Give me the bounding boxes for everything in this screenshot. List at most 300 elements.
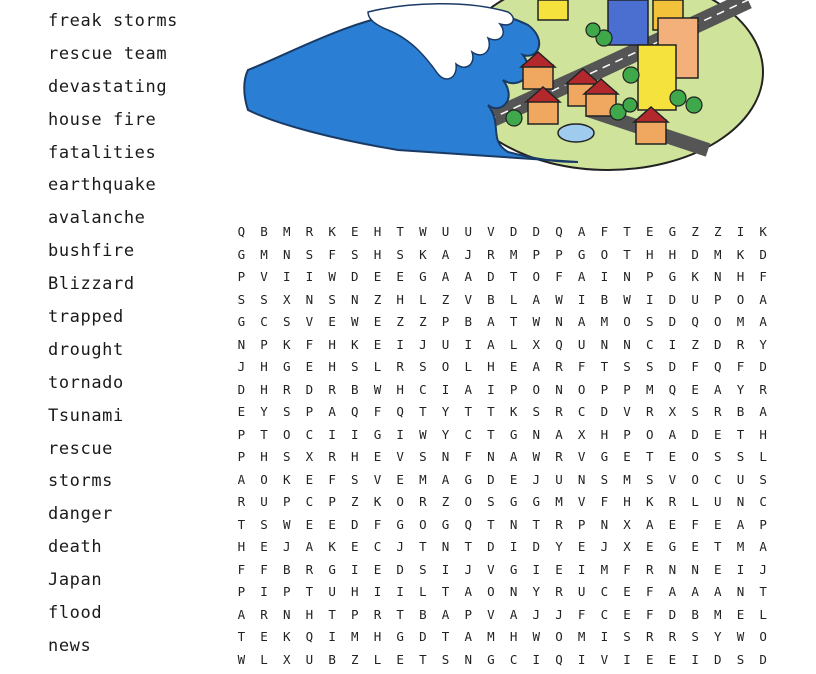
grid-letter[interactable]: P	[343, 607, 366, 630]
grid-letter[interactable]: H	[480, 359, 503, 382]
grid-letter[interactable]: F	[253, 562, 276, 585]
grid-letter[interactable]: N	[480, 449, 503, 472]
grid-letter[interactable]: N	[548, 382, 571, 405]
grid-letter[interactable]: H	[389, 382, 412, 405]
grid-letter[interactable]: K	[275, 472, 298, 495]
grid-letter[interactable]: M	[412, 472, 435, 495]
grid-letter[interactable]: X	[570, 427, 593, 450]
grid-letter[interactable]: R	[548, 584, 571, 607]
grid-letter[interactable]: I	[343, 562, 366, 585]
grid-letter[interactable]: P	[548, 247, 571, 270]
grid-letter[interactable]: W	[366, 382, 389, 405]
grid-letter[interactable]: J	[593, 539, 616, 562]
grid-letter[interactable]: Q	[548, 224, 571, 247]
grid-letter[interactable]: S	[729, 652, 752, 674]
grid-letter[interactable]: I	[525, 562, 548, 585]
grid-letter[interactable]: H	[661, 247, 684, 270]
grid-letter[interactable]: N	[434, 449, 457, 472]
grid-letter[interactable]: N	[434, 539, 457, 562]
grid-letter[interactable]: R	[389, 359, 412, 382]
grid-letter[interactable]: E	[253, 629, 276, 652]
grid-letter[interactable]: D	[502, 224, 525, 247]
grid-letter[interactable]: H	[253, 382, 276, 405]
grid-letter[interactable]: A	[230, 472, 253, 495]
grid-letter[interactable]: M	[570, 629, 593, 652]
grid-letter[interactable]: A	[548, 427, 571, 450]
grid-letter[interactable]: T	[638, 449, 661, 472]
grid-letter[interactable]: S	[412, 359, 435, 382]
grid-letter[interactable]: E	[321, 314, 344, 337]
grid-letter[interactable]: P	[298, 404, 321, 427]
grid-letter[interactable]: G	[502, 562, 525, 585]
grid-letter[interactable]: J	[457, 247, 480, 270]
grid-letter[interactable]: W	[525, 314, 548, 337]
grid-letter[interactable]: S	[275, 404, 298, 427]
grid-letter[interactable]: Z	[412, 314, 435, 337]
grid-letter[interactable]: O	[638, 427, 661, 450]
grid-letter[interactable]: Q	[389, 404, 412, 427]
grid-letter[interactable]: L	[502, 337, 525, 360]
grid-letter[interactable]: W	[729, 629, 752, 652]
grid-letter[interactable]: N	[706, 269, 729, 292]
grid-letter[interactable]: H	[230, 539, 253, 562]
grid-letter[interactable]: B	[321, 652, 344, 674]
grid-letter[interactable]: D	[298, 382, 321, 405]
grid-letter[interactable]: F	[321, 247, 344, 270]
grid-letter[interactable]: A	[752, 314, 775, 337]
grid-letter[interactable]: S	[412, 449, 435, 472]
grid-letter[interactable]: I	[616, 652, 639, 674]
grid-letter[interactable]: D	[661, 292, 684, 315]
grid-letter[interactable]: A	[457, 584, 480, 607]
grid-letter[interactable]: I	[729, 562, 752, 585]
grid-letter[interactable]: A	[661, 427, 684, 450]
grid-letter[interactable]: E	[502, 359, 525, 382]
grid-letter[interactable]: E	[661, 517, 684, 540]
grid-letter[interactable]: E	[343, 224, 366, 247]
grid-letter[interactable]: F	[298, 337, 321, 360]
grid-letter[interactable]: Z	[389, 314, 412, 337]
grid-letter[interactable]: F	[684, 359, 707, 382]
grid-letter[interactable]: B	[253, 224, 276, 247]
grid-letter[interactable]: C	[412, 382, 435, 405]
grid-letter[interactable]: I	[593, 629, 616, 652]
grid-letter[interactable]: S	[638, 314, 661, 337]
grid-letter[interactable]: U	[298, 652, 321, 674]
grid-letter[interactable]: T	[457, 404, 480, 427]
grid-letter[interactable]: X	[275, 292, 298, 315]
grid-letter[interactable]: T	[434, 629, 457, 652]
grid-letter[interactable]: G	[366, 427, 389, 450]
grid-letter[interactable]: M	[616, 472, 639, 495]
grid-letter[interactable]: R	[298, 562, 321, 585]
grid-letter[interactable]: C	[570, 404, 593, 427]
grid-letter[interactable]: A	[457, 629, 480, 652]
grid-letter[interactable]: D	[480, 539, 503, 562]
grid-letter[interactable]: T	[502, 269, 525, 292]
grid-letter[interactable]: H	[321, 359, 344, 382]
grid-letter[interactable]: H	[729, 269, 752, 292]
grid-letter[interactable]: T	[230, 517, 253, 540]
grid-letter[interactable]: H	[389, 292, 412, 315]
grid-letter[interactable]: R	[366, 607, 389, 630]
grid-letter[interactable]: E	[616, 607, 639, 630]
grid-letter[interactable]: H	[638, 247, 661, 270]
grid-letter[interactable]: I	[570, 652, 593, 674]
grid-letter[interactable]: Y	[253, 404, 276, 427]
grid-letter[interactable]: Q	[548, 652, 571, 674]
grid-letter[interactable]: A	[230, 607, 253, 630]
grid-letter[interactable]: R	[548, 517, 571, 540]
grid-letter[interactable]: M	[706, 607, 729, 630]
grid-letter[interactable]: S	[343, 247, 366, 270]
grid-letter[interactable]: A	[752, 292, 775, 315]
grid-letter[interactable]: E	[706, 517, 729, 540]
grid-letter[interactable]: E	[389, 472, 412, 495]
grid-letter[interactable]: C	[298, 427, 321, 450]
grid-letter[interactable]: P	[593, 382, 616, 405]
grid-letter[interactable]: B	[729, 404, 752, 427]
grid-letter[interactable]: H	[298, 607, 321, 630]
grid-letter[interactable]: K	[502, 404, 525, 427]
grid-letter[interactable]: E	[298, 359, 321, 382]
grid-letter[interactable]: P	[752, 517, 775, 540]
grid-letter[interactable]: O	[548, 629, 571, 652]
grid-letter[interactable]: V	[616, 404, 639, 427]
grid-letter[interactable]: P	[502, 382, 525, 405]
grid-letter[interactable]: P	[275, 584, 298, 607]
grid-letter[interactable]: E	[638, 539, 661, 562]
grid-letter[interactable]: S	[343, 359, 366, 382]
grid-letter[interactable]: O	[253, 472, 276, 495]
grid-letter[interactable]: E	[298, 517, 321, 540]
grid-letter[interactable]: R	[638, 562, 661, 585]
grid-letter[interactable]: X	[661, 404, 684, 427]
grid-letter[interactable]: A	[706, 584, 729, 607]
grid-letter[interactable]: V	[457, 292, 480, 315]
grid-letter[interactable]: E	[298, 472, 321, 495]
grid-letter[interactable]: G	[480, 652, 503, 674]
grid-letter[interactable]: C	[253, 314, 276, 337]
grid-letter[interactable]: Q	[457, 517, 480, 540]
grid-letter[interactable]: H	[502, 629, 525, 652]
grid-letter[interactable]: O	[275, 427, 298, 450]
grid-letter[interactable]: Z	[343, 652, 366, 674]
grid-letter[interactable]: T	[480, 517, 503, 540]
grid-letter[interactable]: A	[480, 337, 503, 360]
grid-letter[interactable]: S	[593, 472, 616, 495]
grid-letter[interactable]: N	[548, 314, 571, 337]
grid-letter[interactable]: N	[729, 494, 752, 517]
grid-letter[interactable]: T	[253, 427, 276, 450]
grid-letter[interactable]: P	[638, 269, 661, 292]
grid-letter[interactable]: G	[321, 562, 344, 585]
grid-letter[interactable]: N	[343, 292, 366, 315]
grid-letter[interactable]: E	[706, 562, 729, 585]
grid-letter[interactable]: S	[389, 247, 412, 270]
grid-letter[interactable]: Q	[298, 629, 321, 652]
grid-letter[interactable]: R	[298, 224, 321, 247]
grid-letter[interactable]: A	[570, 314, 593, 337]
grid-letter[interactable]: H	[593, 427, 616, 450]
grid-letter[interactable]: E	[684, 539, 707, 562]
grid-letter[interactable]: N	[684, 562, 707, 585]
grid-letter[interactable]: N	[502, 584, 525, 607]
grid-letter[interactable]: E	[616, 449, 639, 472]
grid-letter[interactable]: R	[548, 449, 571, 472]
grid-letter[interactable]: G	[457, 472, 480, 495]
grid-letter[interactable]: D	[752, 652, 775, 674]
grid-letter[interactable]: R	[548, 404, 571, 427]
grid-letter[interactable]: D	[525, 539, 548, 562]
grid-letter[interactable]: Z	[366, 292, 389, 315]
grid-letter[interactable]: F	[457, 449, 480, 472]
grid-letter[interactable]: D	[684, 247, 707, 270]
grid-letter[interactable]: S	[253, 517, 276, 540]
grid-letter[interactable]: K	[729, 247, 752, 270]
grid-letter[interactable]: S	[684, 629, 707, 652]
grid-letter[interactable]: G	[570, 247, 593, 270]
grid-letter[interactable]: C	[366, 539, 389, 562]
grid-letter[interactable]: R	[548, 359, 571, 382]
grid-letter[interactable]: D	[752, 247, 775, 270]
grid-letter[interactable]: W	[230, 652, 253, 674]
grid-letter[interactable]: L	[502, 292, 525, 315]
grid-letter[interactable]: V	[253, 269, 276, 292]
grid-letter[interactable]: K	[752, 224, 775, 247]
grid-letter[interactable]: E	[366, 337, 389, 360]
grid-letter[interactable]: G	[661, 539, 684, 562]
grid-letter[interactable]: W	[321, 269, 344, 292]
grid-letter[interactable]: A	[525, 359, 548, 382]
grid-letter[interactable]: V	[570, 494, 593, 517]
grid-letter[interactable]: P	[434, 314, 457, 337]
grid-letter[interactable]: S	[298, 247, 321, 270]
grid-letter[interactable]: S	[616, 359, 639, 382]
grid-letter[interactable]: W	[412, 427, 435, 450]
grid-letter[interactable]: R	[321, 382, 344, 405]
grid-letter[interactable]: N	[593, 517, 616, 540]
grid-letter[interactable]: A	[661, 584, 684, 607]
grid-letter[interactable]: A	[570, 269, 593, 292]
grid-letter[interactable]: H	[366, 629, 389, 652]
grid-letter[interactable]: N	[729, 584, 752, 607]
grid-letter[interactable]: N	[525, 427, 548, 450]
grid-letter[interactable]: P	[230, 269, 253, 292]
grid-letter[interactable]: Y	[729, 382, 752, 405]
grid-letter[interactable]: A	[321, 404, 344, 427]
grid-letter[interactable]: S	[275, 449, 298, 472]
grid-letter[interactable]: Z	[343, 494, 366, 517]
grid-letter[interactable]: Z	[684, 337, 707, 360]
grid-letter[interactable]: H	[253, 359, 276, 382]
grid-letter[interactable]: Y	[706, 629, 729, 652]
grid-letter[interactable]: X	[525, 337, 548, 360]
grid-letter[interactable]: A	[434, 247, 457, 270]
grid-letter[interactable]: N	[502, 517, 525, 540]
grid-letter[interactable]: O	[525, 269, 548, 292]
grid-letter[interactable]: U	[434, 224, 457, 247]
grid-letter[interactable]: G	[275, 359, 298, 382]
grid-letter[interactable]: O	[570, 382, 593, 405]
grid-letter[interactable]: N	[661, 562, 684, 585]
grid-letter[interactable]: D	[752, 359, 775, 382]
grid-letter[interactable]: Q	[230, 224, 253, 247]
grid-letter[interactable]: N	[457, 652, 480, 674]
grid-letter[interactable]: I	[434, 562, 457, 585]
grid-letter[interactable]: I	[253, 584, 276, 607]
grid-letter[interactable]: F	[321, 472, 344, 495]
grid-letter[interactable]: I	[434, 382, 457, 405]
grid-letter[interactable]: V	[480, 562, 503, 585]
grid-letter[interactable]: Y	[548, 539, 571, 562]
grid-letter[interactable]: R	[321, 449, 344, 472]
grid-letter[interactable]: D	[525, 224, 548, 247]
grid-letter[interactable]: C	[593, 584, 616, 607]
grid-letter[interactable]: N	[616, 269, 639, 292]
grid-letter[interactable]: S	[638, 472, 661, 495]
grid-letter[interactable]: M	[593, 562, 616, 585]
grid-letter[interactable]: N	[298, 292, 321, 315]
grid-letter[interactable]: U	[321, 584, 344, 607]
grid-letter[interactable]: F	[752, 269, 775, 292]
grid-letter[interactable]: O	[593, 247, 616, 270]
grid-letter[interactable]: S	[480, 494, 503, 517]
grid-letter[interactable]: Y	[525, 584, 548, 607]
grid-letter[interactable]: B	[275, 562, 298, 585]
grid-letter[interactable]: U	[570, 584, 593, 607]
grid-letter[interactable]: V	[593, 652, 616, 674]
grid-letter[interactable]: Q	[548, 337, 571, 360]
grid-letter[interactable]: O	[389, 494, 412, 517]
grid-letter[interactable]: E	[684, 382, 707, 405]
grid-letter[interactable]: F	[593, 224, 616, 247]
grid-letter[interactable]: H	[343, 449, 366, 472]
grid-letter[interactable]: X	[616, 539, 639, 562]
grid-letter[interactable]: E	[366, 269, 389, 292]
grid-letter[interactable]: A	[525, 292, 548, 315]
grid-letter[interactable]: T	[321, 607, 344, 630]
grid-letter[interactable]: E	[661, 449, 684, 472]
grid-letter[interactable]: G	[230, 247, 253, 270]
grid-letter[interactable]: T	[593, 359, 616, 382]
grid-letter[interactable]: S	[321, 292, 344, 315]
grid-letter[interactable]: U	[706, 494, 729, 517]
grid-letter[interactable]: O	[457, 494, 480, 517]
grid-letter[interactable]: I	[570, 292, 593, 315]
grid-letter[interactable]: U	[434, 337, 457, 360]
grid-letter[interactable]: Q	[661, 382, 684, 405]
grid-letter[interactable]: H	[343, 584, 366, 607]
grid-letter[interactable]: P	[525, 247, 548, 270]
grid-letter[interactable]: D	[661, 607, 684, 630]
grid-letter[interactable]: D	[661, 314, 684, 337]
grid-letter[interactable]: D	[706, 652, 729, 674]
grid-letter[interactable]: O	[412, 517, 435, 540]
grid-letter[interactable]: Q	[343, 404, 366, 427]
grid-letter[interactable]: G	[389, 517, 412, 540]
grid-letter[interactable]: G	[230, 314, 253, 337]
grid-letter[interactable]: F	[366, 517, 389, 540]
grid-letter[interactable]: O	[616, 314, 639, 337]
grid-letter[interactable]: P	[230, 584, 253, 607]
grid-letter[interactable]: Z	[706, 224, 729, 247]
grid-letter[interactable]: E	[366, 449, 389, 472]
grid-letter[interactable]: N	[230, 337, 253, 360]
grid-letter[interactable]: Z	[684, 224, 707, 247]
grid-letter[interactable]: B	[457, 314, 480, 337]
grid-letter[interactable]: T	[525, 517, 548, 540]
grid-letter[interactable]: Q	[684, 314, 707, 337]
grid-letter[interactable]: L	[366, 359, 389, 382]
grid-letter[interactable]: S	[616, 629, 639, 652]
grid-letter[interactable]: D	[343, 517, 366, 540]
grid-letter[interactable]: X	[298, 449, 321, 472]
grid-letter[interactable]: B	[593, 292, 616, 315]
grid-letter[interactable]: E	[661, 652, 684, 674]
grid-letter[interactable]: E	[638, 652, 661, 674]
grid-letter[interactable]: H	[366, 224, 389, 247]
grid-letter[interactable]: R	[729, 337, 752, 360]
grid-letter[interactable]: T	[389, 607, 412, 630]
grid-letter[interactable]: N	[570, 472, 593, 495]
grid-letter[interactable]: K	[275, 337, 298, 360]
grid-letter[interactable]: I	[593, 269, 616, 292]
grid-letter[interactable]: K	[366, 494, 389, 517]
grid-letter[interactable]: A	[729, 517, 752, 540]
grid-letter[interactable]: K	[343, 337, 366, 360]
grid-letter[interactable]: T	[412, 652, 435, 674]
grid-letter[interactable]: E	[366, 562, 389, 585]
grid-letter[interactable]: A	[434, 472, 457, 495]
grid-letter[interactable]: U	[253, 494, 276, 517]
grid-letter[interactable]: J	[525, 472, 548, 495]
grid-letter[interactable]: K	[321, 224, 344, 247]
grid-letter[interactable]: T	[616, 247, 639, 270]
grid-letter[interactable]: I	[525, 652, 548, 674]
grid-letter[interactable]: P	[230, 427, 253, 450]
grid-letter[interactable]: P	[321, 494, 344, 517]
grid-letter[interactable]: U	[457, 224, 480, 247]
grid-letter[interactable]: L	[684, 494, 707, 517]
grid-letter[interactable]: K	[321, 539, 344, 562]
grid-letter[interactable]: B	[684, 607, 707, 630]
grid-letter[interactable]: H	[253, 449, 276, 472]
grid-letter[interactable]: B	[480, 292, 503, 315]
grid-letter[interactable]: I	[298, 269, 321, 292]
grid-letter[interactable]: R	[230, 494, 253, 517]
grid-letter[interactable]: I	[343, 427, 366, 450]
grid-letter[interactable]: S	[706, 449, 729, 472]
grid-letter[interactable]: I	[570, 562, 593, 585]
grid-letter[interactable]: H	[752, 427, 775, 450]
grid-letter[interactable]: T	[434, 584, 457, 607]
grid-letter[interactable]: L	[752, 449, 775, 472]
grid-letter[interactable]: K	[412, 247, 435, 270]
grid-letter[interactable]: O	[752, 629, 775, 652]
grid-letter[interactable]: J	[230, 359, 253, 382]
grid-letter[interactable]: S	[343, 472, 366, 495]
grid-letter[interactable]: I	[661, 337, 684, 360]
grid-letter[interactable]: L	[752, 607, 775, 630]
grid-letter[interactable]: J	[457, 562, 480, 585]
grid-letter[interactable]: Y	[434, 404, 457, 427]
grid-letter[interactable]: A	[502, 449, 525, 472]
grid-letter[interactable]: F	[729, 359, 752, 382]
grid-letter[interactable]: R	[752, 382, 775, 405]
grid-letter[interactable]: A	[570, 224, 593, 247]
grid-letter[interactable]: E	[389, 269, 412, 292]
